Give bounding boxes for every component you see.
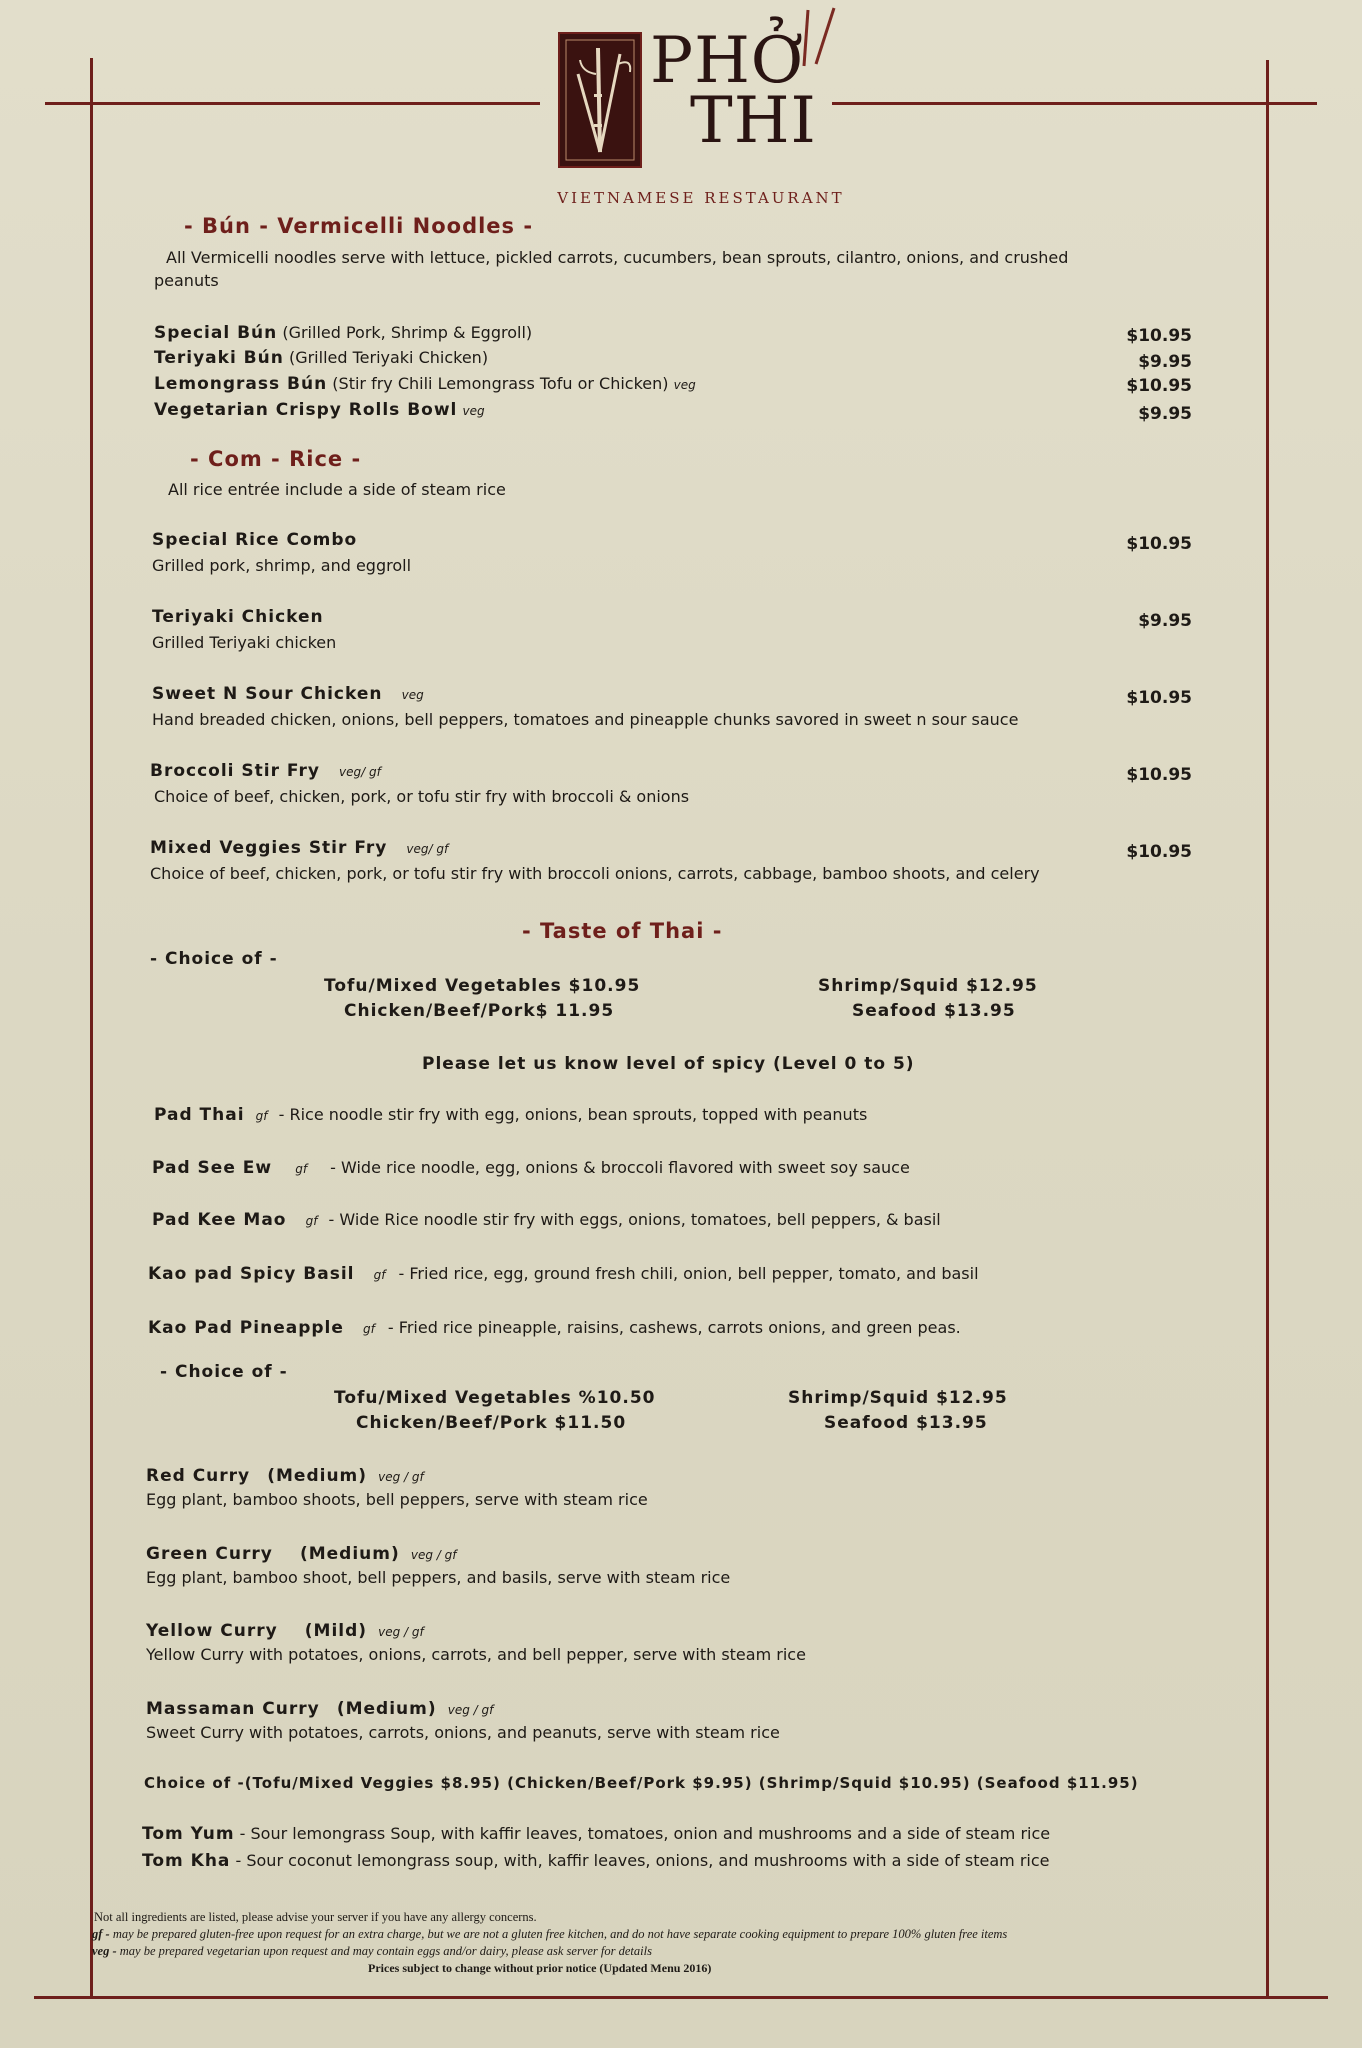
- item-name: Kao Pad Pineapple: [148, 1318, 344, 1338]
- item-price: $9.95: [1138, 611, 1192, 631]
- item-detail: (Grilled Pork, Shrimp & Eggroll): [282, 323, 533, 342]
- section-title-thai: - Taste of Thai -: [522, 919, 723, 943]
- item-name: Massaman Curry: [146, 1699, 320, 1719]
- item-description: Egg plant, bamboo shoots, bell peppers, serve with steam rice: [146, 1490, 648, 1509]
- item-tag: gf: [255, 1109, 268, 1123]
- item-description: - Sour lemongrass Soup, with kaffir leaves, tomatoes, onion and mushrooms and a side of steam rice: [239, 1824, 1051, 1843]
- menu-item: [154, 323, 532, 343]
- item-detail: (Stir fry Chili Lemongrass Tofu or Chicken): [332, 374, 669, 393]
- curry-item: [146, 1466, 648, 1509]
- soup-item: [142, 1851, 1049, 1871]
- menu-item: [154, 374, 696, 394]
- item-name: Vegetarian Crispy Rolls Bowl: [154, 400, 458, 420]
- item-tag: gf: [305, 1214, 318, 1228]
- item-tag: veg / gf: [410, 1548, 457, 1562]
- price-option: Chicken/Beef/Pork $11.50: [356, 1413, 627, 1433]
- item-tag: veg / gf: [447, 1703, 494, 1717]
- menu-item: [150, 761, 689, 806]
- item-tag: veg: [401, 688, 424, 702]
- item-name: Lemongrass Bún: [154, 374, 328, 394]
- item-name: Yellow Curry: [146, 1621, 278, 1641]
- item-level: (Medium): [336, 1699, 437, 1719]
- com-description: All rice entrée include a side of steam rice: [168, 480, 506, 499]
- menu-item: [152, 607, 336, 652]
- price-option: Seafood $13.95: [852, 1001, 1016, 1021]
- item-tag: gf: [373, 1268, 386, 1282]
- menu-item: [154, 400, 485, 420]
- item-tag: veg / gf: [378, 1625, 424, 1639]
- thai-dish: [148, 1318, 961, 1338]
- menu-item: [150, 838, 1040, 883]
- item-description: - Fried rice, egg, ground fresh chili, onion, bell pepper, tomato, and basil: [398, 1264, 979, 1283]
- brand-line-1: PHỞ: [650, 24, 805, 98]
- item-price: $9.95: [1138, 404, 1192, 424]
- item-name: Teriyaki Chicken: [152, 607, 324, 627]
- menu-item: [152, 684, 1018, 729]
- item-description: Hand breaded chicken, onions, bell peppers, tomatoes and pineapple chunks savored in sweet n sour sauce: [152, 710, 1019, 729]
- top-rule-left: [45, 102, 540, 105]
- menu-item: [152, 530, 411, 575]
- item-name: Green Curry: [146, 1544, 273, 1564]
- veg-key: veg -: [92, 1944, 117, 1958]
- item-description: Sweet Curry with potatoes, carrots, onions, and peanuts, serve with steam rice: [146, 1723, 780, 1742]
- item-level: (Medium): [267, 1466, 368, 1486]
- curry-choice: Choice of -(Tofu/Mixed Veggies $8.95) (Chicken/Beef/Pork $9.95) (Shrimp/Squid $10.95) (Seafood $11.95): [144, 1774, 1139, 1792]
- item-name: Pad Kee Mao: [152, 1210, 287, 1230]
- item-description: Choice of beef, chicken, pork, or tofu stir fry with broccoli & onions: [154, 787, 690, 806]
- price-option: Tofu/Mixed Vegetables $10.95: [324, 976, 641, 996]
- price-option: Chicken/Beef/Pork$ 11.95: [344, 1001, 615, 1021]
- thai-dish: [148, 1264, 979, 1284]
- curry-item: [146, 1621, 806, 1664]
- item-tag: veg: [673, 378, 696, 392]
- bun-description-cont: peanuts: [154, 271, 219, 290]
- choice-label: - Choice of -: [160, 1362, 288, 1382]
- item-tag: veg: [462, 404, 485, 418]
- thai-dish: [152, 1158, 910, 1178]
- item-price: $10.95: [1126, 326, 1192, 346]
- item-tag: veg/ gf: [406, 842, 449, 856]
- bottom-rule: [34, 1996, 1328, 1999]
- item-price: $10.95: [1126, 534, 1192, 554]
- item-level: (Mild): [304, 1621, 368, 1641]
- item-name: Broccoli Stir Fry: [150, 761, 320, 781]
- price-option: Shrimp/Squid $12.95: [788, 1388, 1008, 1408]
- item-name: Tom Yum: [142, 1824, 235, 1844]
- gf-key: gf -: [92, 1927, 110, 1941]
- item-tag: veg / gf: [378, 1470, 424, 1484]
- price-option: Seafood $13.95: [824, 1413, 988, 1433]
- brand-line-2: THI: [690, 84, 817, 158]
- soup-item: [142, 1824, 1050, 1844]
- item-name: Special Bún: [154, 323, 278, 343]
- price-option: Tofu/Mixed Vegetables %10.50: [334, 1388, 656, 1408]
- price-option: Shrimp/Squid $12.95: [818, 976, 1038, 996]
- top-rule-right: [832, 102, 1317, 105]
- thai-dish: [152, 1210, 941, 1230]
- item-description: - Wide Rice noodle stir fry with eggs, onions, tomatoes, bell peppers, & basil: [328, 1210, 941, 1229]
- curry-item: [146, 1544, 730, 1587]
- chopsticks-icon: [800, 6, 840, 80]
- item-description: - Rice noodle stir fry with egg, onions, bean sprouts, topped with peanuts: [278, 1105, 868, 1124]
- item-name: Red Curry: [146, 1466, 251, 1486]
- gf-note: [92, 1927, 1007, 1942]
- item-price: $9.95: [1138, 352, 1192, 372]
- item-tag: veg/ gf: [339, 765, 381, 779]
- veg-text: may be prepared vegetarian upon request and may contain eggs and/or dairy, please ask server for details: [119, 1944, 652, 1958]
- item-name: Teriyaki Bún: [154, 348, 284, 368]
- thai-dish: [154, 1105, 867, 1125]
- item-detail: (Grilled Teriyaki Chicken): [288, 348, 489, 367]
- brand-subtitle: VIETNAMESE RESTAURANT: [557, 189, 845, 207]
- item-tag: gf: [362, 1322, 375, 1336]
- item-description: - Wide rice noodle, egg, onions & broccoli flavored with sweet soy sauce: [330, 1158, 910, 1177]
- item-name: Pad Thai: [154, 1105, 245, 1125]
- gf-text: may be prepared gluten-free upon request for an extra charge, but we are not a gluten free kitchen, and do not have separate cooking equipment to prepare 100% gluten free items: [112, 1927, 1008, 1941]
- section-title-com: - Com - Rice -: [190, 447, 362, 471]
- item-description: Egg plant, bamboo shoot, bell peppers, and basils, serve with steam rice: [146, 1568, 731, 1587]
- price-notice: Prices subject to change without prior notice (Updated Menu 2016): [368, 1961, 712, 1975]
- item-description: Choice of beef, chicken, pork, or tofu stir fry with broccoli onions, carrots, cabbage, bamboo shoots, and celery: [150, 864, 1040, 883]
- item-description: Grilled Teriyaki chicken: [152, 633, 337, 652]
- item-tag: gf: [295, 1162, 308, 1176]
- item-level: (Medium): [299, 1544, 400, 1564]
- item-name: Mixed Veggies Stir Fry: [150, 838, 388, 858]
- menu-item: [154, 348, 488, 368]
- bamboo-logo-icon: [558, 32, 642, 168]
- choice-label: - Choice of -: [150, 949, 278, 969]
- item-name: Kao pad Spicy Basil: [148, 1264, 355, 1284]
- item-price: $10.95: [1126, 842, 1192, 862]
- item-name: Pad See Ew: [152, 1158, 273, 1178]
- item-price: $10.95: [1126, 765, 1192, 785]
- spicy-note: Please let us know level of spicy (Level 0 to 5): [422, 1054, 915, 1074]
- item-description: Grilled pork, shrimp, and eggroll: [152, 556, 412, 575]
- item-name: Tom Kha: [142, 1851, 231, 1871]
- allergy-note: Not all ingredients are listed, please advise your server if you have any allergy concerns.: [94, 1910, 537, 1924]
- left-border: [90, 58, 93, 1996]
- item-description: Yellow Curry with potatoes, onions, carrots, and bell pepper, serve with steam rice: [146, 1645, 806, 1664]
- item-price: $10.95: [1126, 688, 1192, 708]
- item-name: Special Rice Combo: [152, 530, 358, 550]
- veg-note: [92, 1944, 652, 1959]
- item-name: Sweet N Sour Chicken: [152, 684, 383, 704]
- item-description: - Fried rice pineapple, raisins, cashews, carrots onions, and green peas.: [387, 1318, 961, 1337]
- item-price: $10.95: [1126, 376, 1192, 396]
- bun-description: All Vermicelli noodles serve with lettuce, pickled carrots, cucumbers, bean sprouts, cilantro, onions, and crushed: [166, 248, 1069, 267]
- section-title-bun: - Bún - Vermicelli Noodles -: [184, 214, 534, 238]
- curry-item: [146, 1699, 780, 1742]
- item-description: - Sour coconut lemongrass soup, with, kaffir leaves, onions, and mushrooms with a side of steam rice: [235, 1851, 1050, 1870]
- right-border: [1266, 60, 1269, 1996]
